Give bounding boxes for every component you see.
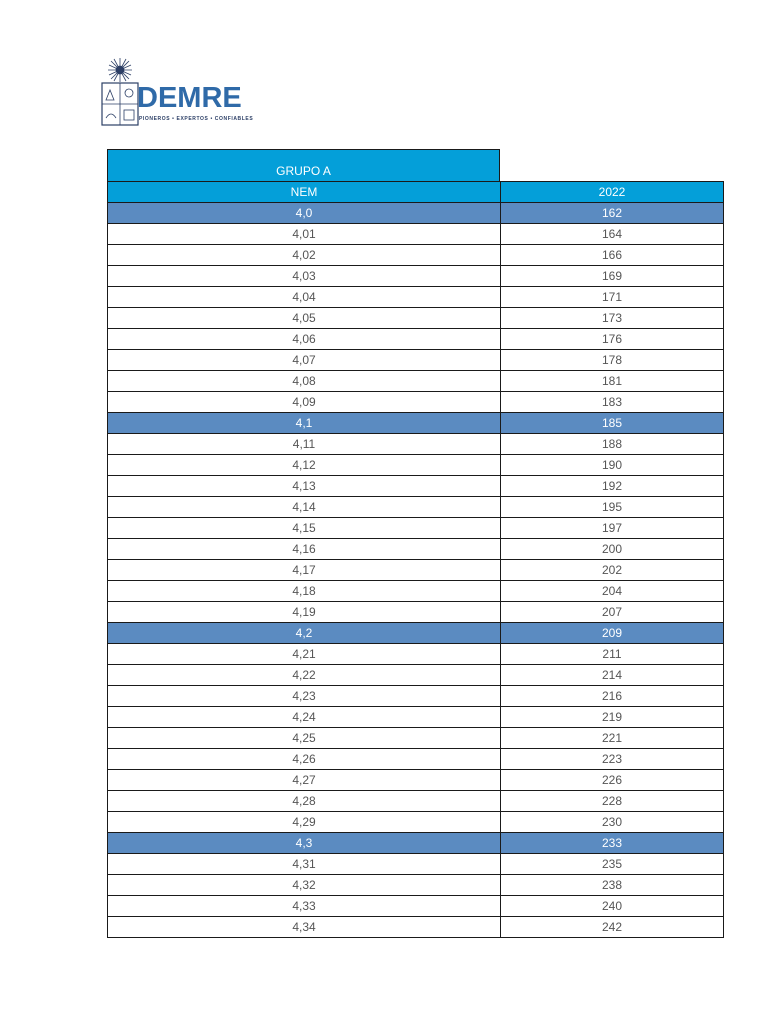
nem-cell: 4,04 xyxy=(108,287,501,308)
table-row xyxy=(108,224,724,245)
score-cell: 181 xyxy=(501,371,724,392)
score-cell: 169 xyxy=(501,266,724,287)
score-cell: 211 xyxy=(501,644,724,665)
table-row xyxy=(108,770,724,791)
nem-cell: 4,29 xyxy=(108,812,501,833)
table-row xyxy=(108,917,724,938)
nem-cell: 4,1 xyxy=(108,413,501,434)
table-row xyxy=(108,497,724,518)
table-row xyxy=(108,707,724,728)
nem-cell: 4,19 xyxy=(108,602,501,623)
nem-cell: 4,11 xyxy=(108,434,501,455)
nem-cell: 4,01 xyxy=(108,224,501,245)
score-cell: 240 xyxy=(501,896,724,917)
score-cell: 192 xyxy=(501,476,724,497)
score-cell: 178 xyxy=(501,350,724,371)
score-table xyxy=(107,181,724,938)
table-row xyxy=(108,644,724,665)
nem-cell: 4,15 xyxy=(108,518,501,539)
score-cell: 228 xyxy=(501,791,724,812)
score-cell: 223 xyxy=(501,749,724,770)
nem-cell: 4,0 xyxy=(108,203,501,224)
table-row xyxy=(108,455,724,476)
nem-cell: 4,18 xyxy=(108,581,501,602)
nem-cell: 4,07 xyxy=(108,350,501,371)
table-row xyxy=(108,728,724,749)
score-cell: 238 xyxy=(501,875,724,896)
table-row xyxy=(108,623,724,644)
score-cell: 200 xyxy=(501,539,724,560)
nem-cell: 4,09 xyxy=(108,392,501,413)
table-row xyxy=(108,854,724,875)
nem-cell: 4,06 xyxy=(108,329,501,350)
table-row xyxy=(108,875,724,896)
score-cell: 197 xyxy=(501,518,724,539)
score-cell: 195 xyxy=(501,497,724,518)
nem-cell: 4,27 xyxy=(108,770,501,791)
score-cell: 207 xyxy=(501,602,724,623)
table-row xyxy=(108,560,724,581)
nem-cell: 4,3 xyxy=(108,833,501,854)
nem-cell: 4,33 xyxy=(108,896,501,917)
score-cell: 219 xyxy=(501,707,724,728)
table-row xyxy=(108,203,724,224)
nem-cell: 4,26 xyxy=(108,749,501,770)
score-cell: 190 xyxy=(501,455,724,476)
column-header-nem: NEM xyxy=(108,182,501,203)
score-cell: 233 xyxy=(501,833,724,854)
nem-cell: 4,22 xyxy=(108,665,501,686)
table-row xyxy=(108,791,724,812)
group-title: GRUPO A xyxy=(276,164,331,178)
table-row xyxy=(108,518,724,539)
score-cell: 214 xyxy=(501,665,724,686)
table-row xyxy=(108,476,724,497)
score-cell: 221 xyxy=(501,728,724,749)
score-cell: 230 xyxy=(501,812,724,833)
score-cell: 202 xyxy=(501,560,724,581)
table-row xyxy=(108,539,724,560)
demre-logo xyxy=(100,56,260,128)
score-cell: 171 xyxy=(501,287,724,308)
score-cell: 209 xyxy=(501,623,724,644)
nem-cell: 4,14 xyxy=(108,497,501,518)
column-header-year: 2022 xyxy=(501,182,724,203)
score-cell: 235 xyxy=(501,854,724,875)
nem-cell: 4,25 xyxy=(108,728,501,749)
table-row xyxy=(108,287,724,308)
nem-cell: 4,08 xyxy=(108,371,501,392)
score-cell: 173 xyxy=(501,308,724,329)
nem-cell: 4,34 xyxy=(108,917,501,938)
nem-cell: 4,31 xyxy=(108,854,501,875)
nem-cell: 4,02 xyxy=(108,245,501,266)
table-row xyxy=(108,749,724,770)
table-row xyxy=(108,266,724,287)
nem-cell: 4,03 xyxy=(108,266,501,287)
score-cell: 164 xyxy=(501,224,724,245)
table-row xyxy=(108,665,724,686)
nem-cell: 4,12 xyxy=(108,455,501,476)
score-cell: 185 xyxy=(501,413,724,434)
score-cell: 176 xyxy=(501,329,724,350)
table-row xyxy=(108,602,724,623)
score-cell: 242 xyxy=(501,917,724,938)
nem-cell: 4,2 xyxy=(108,623,501,644)
nem-cell: 4,23 xyxy=(108,686,501,707)
table-row xyxy=(108,329,724,350)
score-cell: 226 xyxy=(501,770,724,791)
score-cell: 216 xyxy=(501,686,724,707)
table-row xyxy=(108,308,724,329)
nem-cell: 4,16 xyxy=(108,539,501,560)
university-crest-icon xyxy=(100,56,140,128)
nem-cell: 4,24 xyxy=(108,707,501,728)
nem-cell: 4,17 xyxy=(108,560,501,581)
score-cell: 183 xyxy=(501,392,724,413)
logo-wordmark: DEMRE xyxy=(137,82,242,114)
score-cell: 162 xyxy=(501,203,724,224)
score-cell: 188 xyxy=(501,434,724,455)
table-row xyxy=(108,245,724,266)
group-header xyxy=(107,149,500,181)
score-cell: 204 xyxy=(501,581,724,602)
logo-tagline: PIONEROS • EXPERTOS • CONFIABLES xyxy=(139,116,254,122)
nem-cell: 4,28 xyxy=(108,791,501,812)
nem-cell: 4,32 xyxy=(108,875,501,896)
table-row xyxy=(108,371,724,392)
table-row xyxy=(108,392,724,413)
table-row xyxy=(108,350,724,371)
table-row xyxy=(108,413,724,434)
score-cell: 166 xyxy=(501,245,724,266)
table-header-row xyxy=(108,182,724,203)
table-row xyxy=(108,434,724,455)
table-row xyxy=(108,581,724,602)
table-body xyxy=(108,203,724,938)
table-row xyxy=(108,896,724,917)
table-row xyxy=(108,686,724,707)
nem-cell: 4,21 xyxy=(108,644,501,665)
nem-cell: 4,13 xyxy=(108,476,501,497)
table-row xyxy=(108,833,724,854)
nem-cell: 4,05 xyxy=(108,308,501,329)
table-row xyxy=(108,812,724,833)
